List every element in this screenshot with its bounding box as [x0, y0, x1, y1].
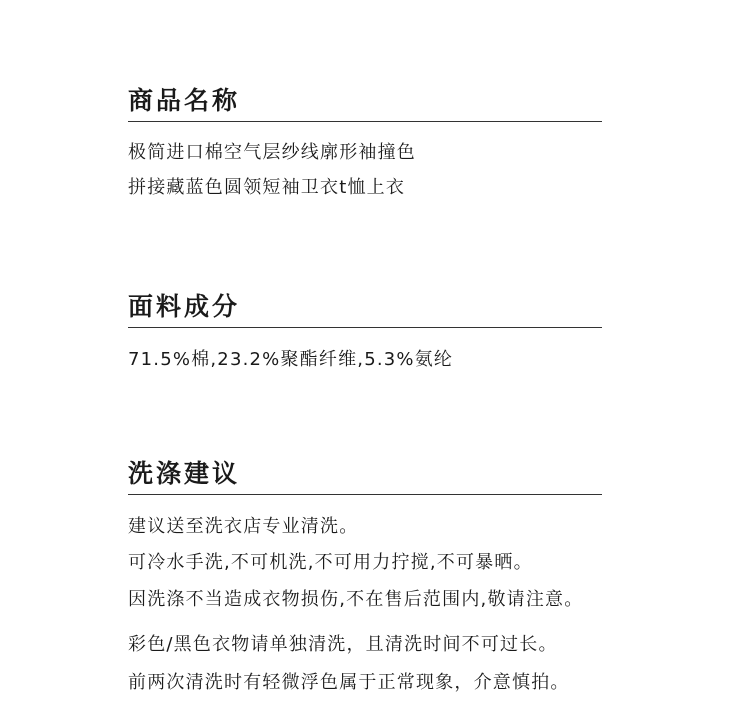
care-line-4: 彩色/黑色衣物请单独清洗，且清洗时间不可过长。 [128, 634, 558, 655]
product-name-section [128, 86, 602, 198]
fabric-heading: 面料成分 [128, 292, 602, 328]
product-name-heading: 商品名称 [128, 86, 602, 122]
fabric-composition: 71.5%棉,23.2%聚酯纤维,5.3%氨纶 [128, 349, 454, 370]
fabric-section [128, 292, 602, 370]
care-line-1: 建议送至洗衣店专业清洗。 [128, 516, 359, 537]
care-heading: 洗涤建议 [128, 459, 602, 495]
care-line-5: 前两次清洗时有轻微浮色属于正常现象，介意慎拍。 [128, 672, 570, 693]
care-section [128, 459, 602, 693]
care-line-3: 因洗涤不当造成衣物损伤,不在售后范围内,敬请注意。 [128, 589, 584, 610]
product-name-line-2: 拼接藏蓝色圆领短袖卫衣t恤上衣 [128, 177, 406, 198]
product-name-line-1: 极简进口棉空气层纱线廓形袖撞色 [128, 142, 416, 163]
care-line-2: 可冷水手洗,不可机洗,不可用力拧搅,不可暴晒。 [128, 552, 533, 573]
